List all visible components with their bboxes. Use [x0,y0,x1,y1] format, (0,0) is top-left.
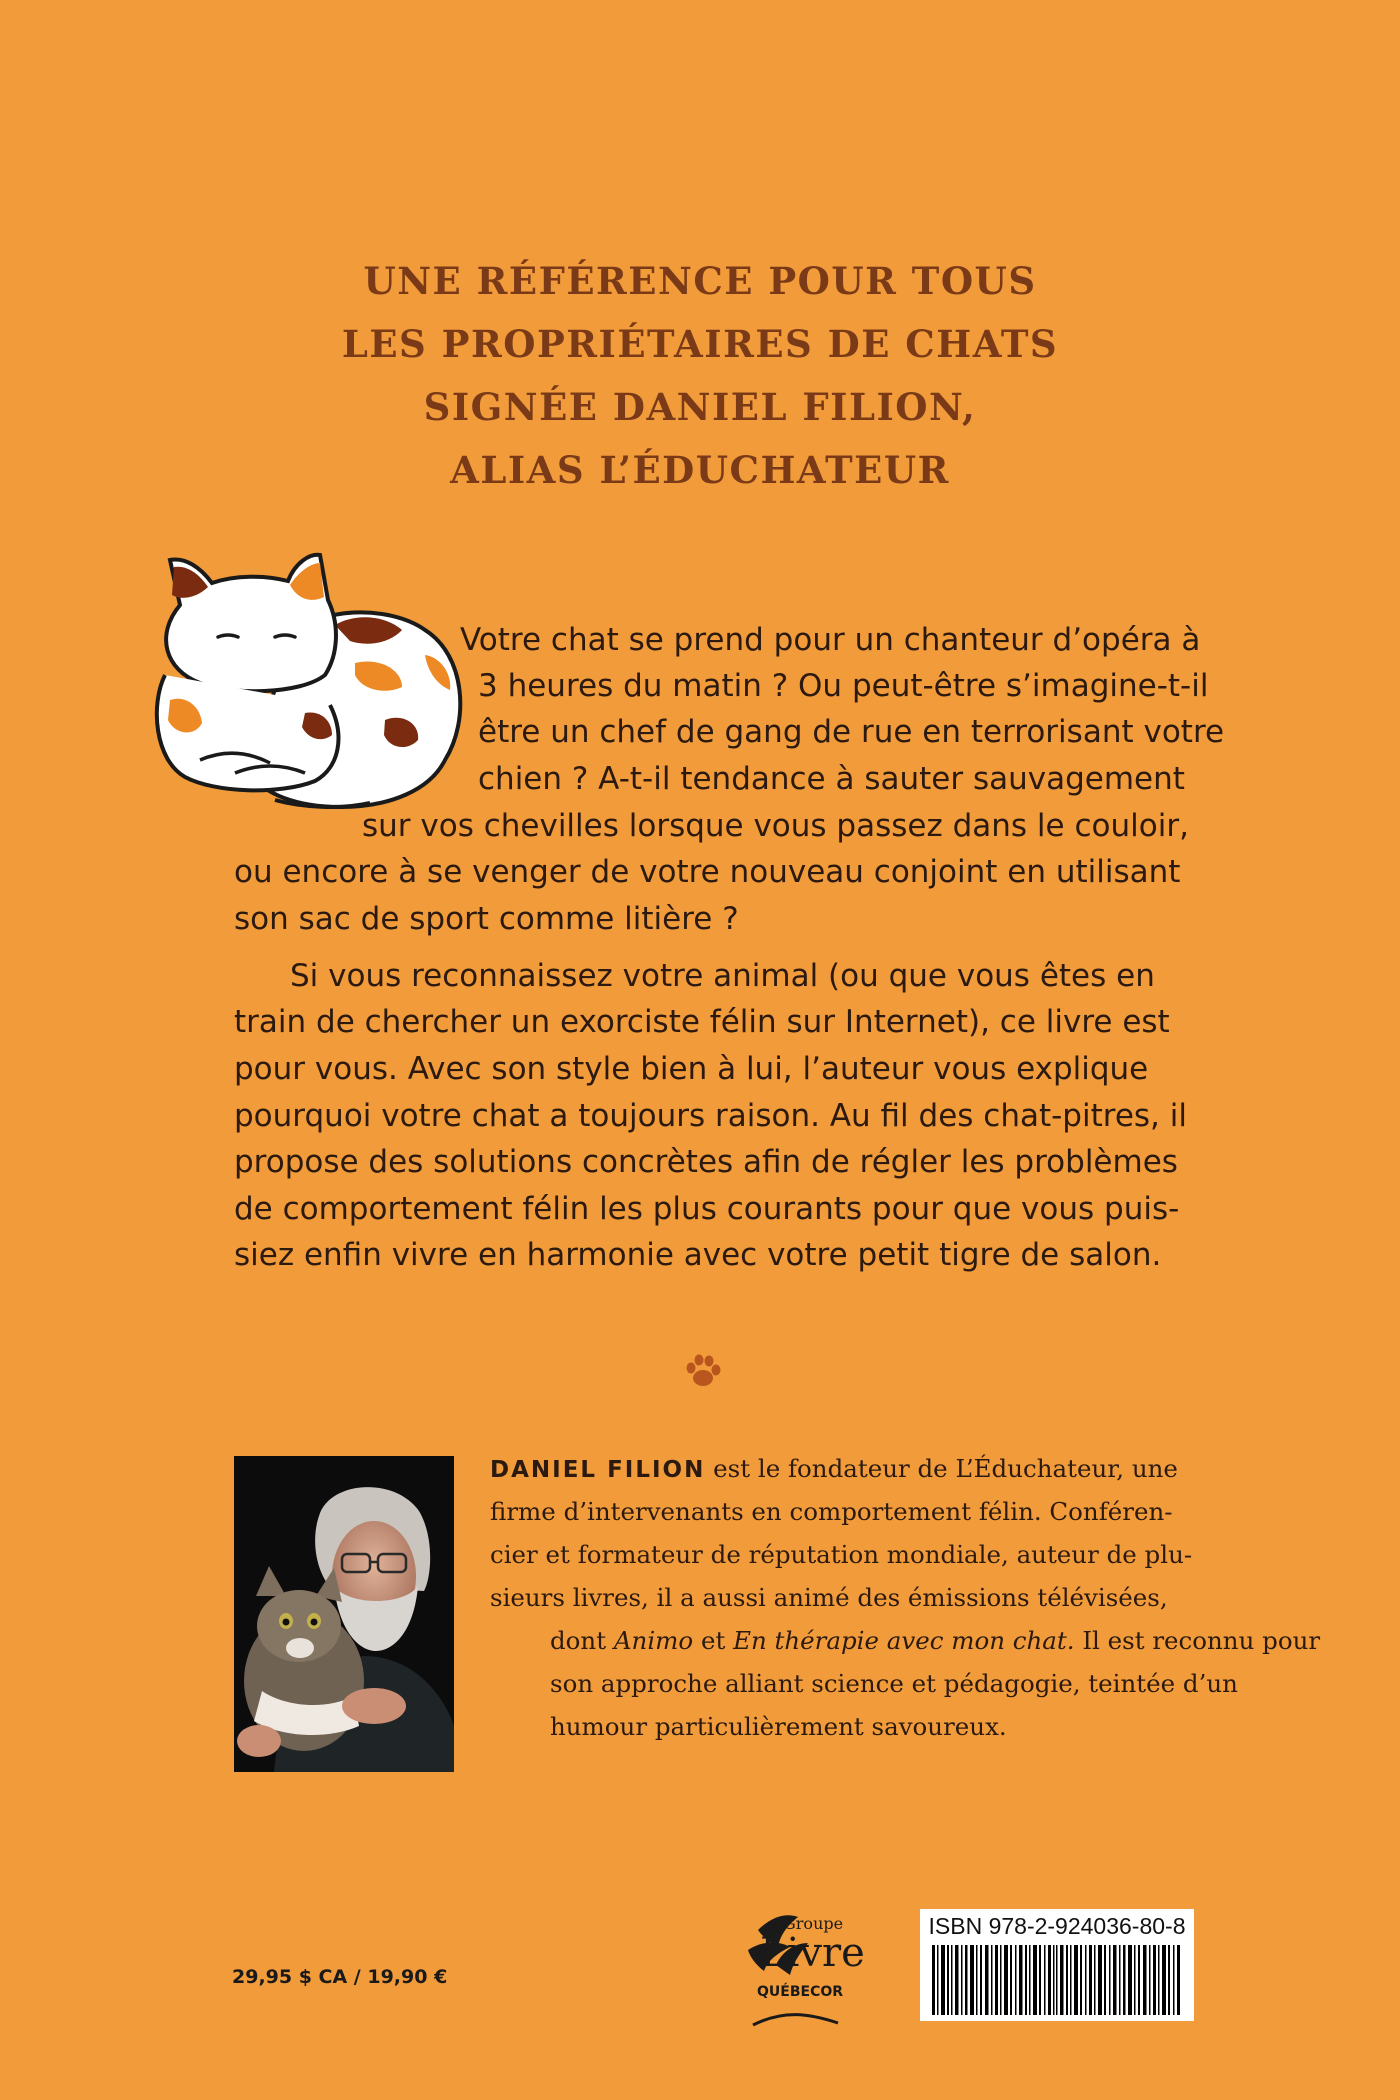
blurb-line: Votre chat se prend pour un chanteur d’opéra à [460,622,1201,658]
bio-text: et [693,1626,734,1655]
price: 29,95 $ CA / 19,90 € [232,1966,448,1988]
blurb-line: chien ? A-t-il tendance à sauter sauvagement [478,761,1185,797]
blurb-line: ou encore à se venger de votre nouveau conjoint en utilisant [234,854,1181,890]
headline-line: LES PROPRIÉTAIRES DE CHATS [341,322,1059,366]
publisher-name: Livre [760,1930,865,1976]
blurb-line: train de chercher un exorciste félin sur Internet), ce livre est [234,1004,1170,1040]
bio-line [490,1454,1178,1485]
blurb-line: être un chef de gang de rue en terrorisant votre [478,714,1225,750]
show-title: En thérapie avec mon chat. [733,1626,1075,1655]
author-name: DANIEL FILION [490,1457,706,1483]
bio-line: son approche alliant science et pédagogie, teintée d’un [550,1669,1238,1698]
blurb-line: pour vous. Avec son style bien à lui, l’auteur vous explique [234,1051,1149,1087]
bio-line: cier et formateur de réputation mondiale, auteur de plu- [490,1540,1193,1569]
bio-line: firme d’intervenants en comportement félin. Conféren- [490,1497,1173,1526]
blurb-line: son sac de sport comme litière ? [234,901,739,937]
publisher-group: Groupe [783,1914,844,1933]
blurb-line: pourquoi votre chat a toujours raison. Au fil des chat-pitres, il [234,1098,1187,1134]
blurb-line: sur vos chevilles lorsque vous passez dans le couloir, [362,808,1189,844]
blurb-line: siez enfin vivre en harmonie avec votre petit tigre de salon. [234,1237,1162,1273]
blurb-line: Si vous reconnaissez votre animal (ou que vous êtes en [290,958,1155,994]
bio-line: sieurs livres, il a aussi animé des émissions télévisées, [490,1583,1168,1612]
barcode-icon [932,1945,1182,2015]
publisher-brand: QUÉBECOR [757,1984,844,2000]
headline-line: ALIAS L’ÉDUCHATEUR [450,448,950,492]
bio-text: Il est reconnu pour [1074,1626,1321,1655]
isbn-barcode [920,1909,1194,2021]
bio-text: dont [550,1626,614,1655]
bio-text: est le fondateur de L’Éduchateur, une [705,1454,1178,1483]
headline-line: UNE RÉFÉRENCE POUR TOUS [363,259,1037,303]
bio-line: humour particulièrement savoureux. [550,1712,1007,1741]
bio-line [550,1626,1320,1656]
blurb-line: 3 heures du matin ? Ou peut-être s’imagine-t-il [478,668,1209,704]
headline-line: SIGNÉE DANIEL FILION, [423,385,977,429]
blurb-line: propose des solutions concrètes afin de régler les problèmes [234,1144,1178,1180]
isbn-text: ISBN 978-2-924036-80-8 [928,1913,1186,1939]
blurb-line: de comportement félin les plus courants pour que vous puis- [234,1191,1180,1227]
show-title: Animo [613,1626,694,1655]
